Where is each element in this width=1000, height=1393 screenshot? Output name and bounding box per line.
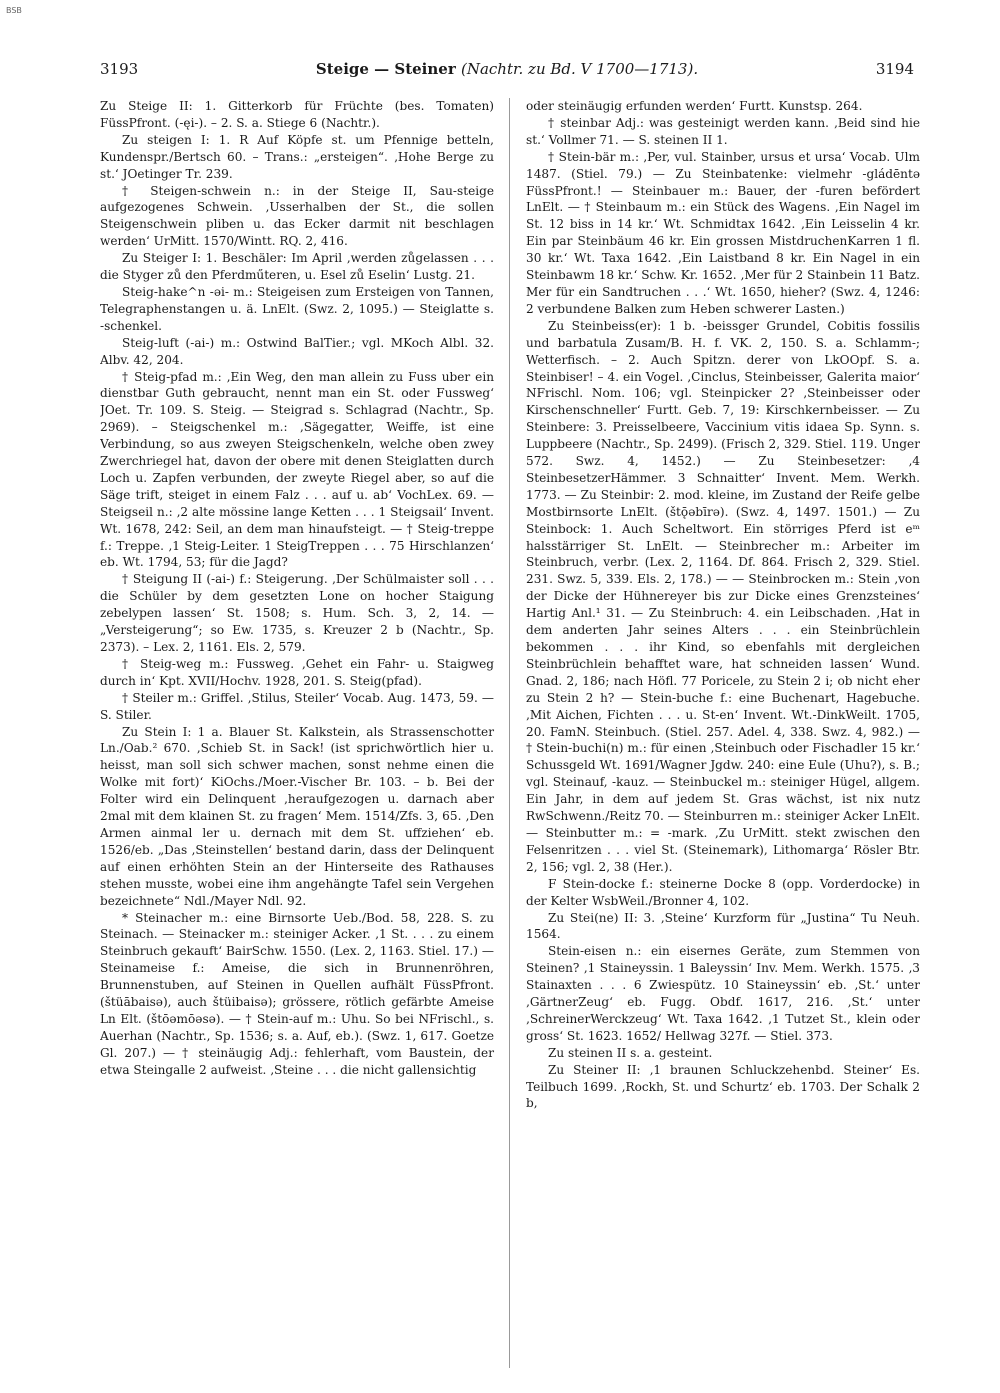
dictionary-entry: Steig-hake^n -əi- m.: Steigeisen zum Ersteigen von Tannen, Telegraphenstangen u. ä. LnElt. (Swz. 2, 1095.) — Steiglatte s. -schenkel. xyxy=(100,284,494,333)
running-title xyxy=(100,60,914,78)
dictionary-entry: * Steinacher m.: eine Birnsorte Ueb./Bod. 58, 228. S. zu Steinach. — Steinacker m.: steiniger Acker. ‚1 St. . . . zu einem Steinbruch gekauft‘ BairSchw. 1550. (Lex. 2, 1163. Stiel. 17.) — Steinameise f.: Ameise, die sich in Brunnenröhren, Brunnenstuben, auf Steinen in Quellen aufhält FüssPfront. (štüābaisə), auch štüibaisə); grössere, rötlich gefärbte Ameise Ln Elt. (štōəmōəsə). — † Stein-auf m.: Uhu. So bei NFrischl., s. Auerhan (Nachtr., Sp. 1536; s. a. Auf, eb.). (Swz. 1, 617. Goetze Gl. 207.) — † steinäugig Adj.: fehlerhaft, vom Baustein, der etwa Steingalle 2 aufweist. ‚Steine . . . die nicht gallensichtig xyxy=(100,910,494,1077)
dictionary-columns xyxy=(100,98,920,1368)
column-divider xyxy=(509,98,510,1368)
page-number-right: 3194 xyxy=(875,60,914,78)
dictionary-entry: † Steigen-schwein n.: in der Steige II, Sau-steige aufgezogenes Schwein. ‚Usserhalben der St., die sollen Steigenschwein pliben u. das Ecker darmit nit beschlagen werden‘ UrMitt. 1570/Wintt. RQ. 2, 416. xyxy=(100,183,494,249)
title-paren: (Nachtr. zu Bd. V 1700—1713). xyxy=(460,60,699,78)
dictionary-entry: Zu Steinbeiss(er): 1 b. -beissger Grundel, Cobitis fossilis und barbatula Zusam/B. H. f. VK. 2, 150. S. a. Schlamm-; Wetterfisch. – 2. Auch Spitzn. derer von LkOOpf. S. a. Steinbiser! – 4. ein Vogel. ‚Cinclus, Steinbeisser, Galerita maior‘ NFrischl. Nom. 106; vgl. Steinpicker 2? ‚Steinbeisser oder Kirschenschneller‘ Furtt. Geb. 7, 19: Kirschkernbeisser. — Zu Steinbere: 3. Preisselbeere, Vaccinium vitis idaea Sp. Synn. s. Luppbeere (Nachtr., Sp. 2499). (Frisch 2, 329. Stiel. 119. Unger 572. Swz. 4, 1452.) — Zu Steinbesetzer: ‚4 SteinbesetzerHämmer. 3 Schnaitter‘ Invent. Mem. Werkh. 1773. — Zu Steinbir: 2. mod. kleine, im Zustand der Reife gelbe Mostbirnsorte LnElt. (štǭəbīrə). (Swz. 4, 1497. 1501.) — Zu Steinbock: 1. Auch Scheltwort. Ein störriges Pferd ist eᵐ halsstärriger St. LnElt. — Steinbrecher m.: Arbeiter im Steinbruch, verbr. (Lex. 2, 1164. Df. 864. Frisch 2, 329. Stiel. 231. Swz. 5, 339. Els. 2, 178.) — — Steinbrocken m.: Stein ‚von der Dicke der Hühnereyer bis zur Dicke eines Grenzsteines‘ Hartig Anl.¹ 31. — Zu Steinbruch: 4. ein Leibschaden. ‚Hat in dem anderten Jahr seines Alters . . . ein Steinbrüchlein bekommen . . . ihr Kind, so ebenfahls mit dergleichen Steinbrüchlein behafftet ware, hat schneiden lassen‘ Wund. Gnad. 2, 186; nach Höfl. 77 Poricele, zu Stein 2 i; ob nicht eher zu Stein 2 h? — Stein-buche f.: eine Buchenart, Hagebuche. ‚Mit Aichen, Fichten . . . u. St-en‘ Invent. Wt.-DinkWeilt. 1705, 20. FamN. Steinbuch. (Stiel. 257. Adel. 4, 338. Swz. 4, 982.) — † Stein-buchi(n) m.: für einen ‚Steinbuch oder Fischadler 15 kr.‘ Schussgeld Wt. 1691/Wagner Jgdw. 240: eine Eule (Uhu?), s. B.; vgl. Steinauf, -kauz. — Steinbuckel m.: steiniger Hügel, allgem. Ein Jahr, in dem auf jedem St. Gras wächst, ist nix nutz RwSchwenn./Reitz 70. — Steinburren m.: steiniger Acker LnElt. — Steinbutter m.: = -mark. ‚Zu UrMitt. stekt zwischen den Felsenritzen . . . viel St. (Steinemark), Lithomarga‘ Rösler Btr. 2, 156; vgl. 2, 38 (Her.). xyxy=(526,318,920,874)
dictionary-entry: Zu Steiger I: 1. Beschäler: Im April ‚werden zůgelassen . . . die Styger zů den Pferdműteren, u. Esel zů Eselin‘ Lustg. 21. xyxy=(100,251,494,283)
dictionary-entry: Zu steinen II s. a. gesteint. xyxy=(548,1045,713,1060)
dictionary-entry: † Stein-bär m.: ‚Per, vul. Stainber, ursus et ursa‘ Vocab. Ulm 1487. (Stiel. 79.) — Zu Steinbatenke: vielmehr -gládēntə FüssPfront.! — Steinbauer m.: Bauer, der -furen befördert LnElt. — † Steinbaum m.: ein Stück des Wagens. ‚Ein Nagel im St. 12 biss in 14 kr.‘ Wt. Schmidtax 1642. ‚Ein Leisselin 4 kr. Ein par Steinbäum 46 kr. Ein grossen MistdruchenKarren 1 fl. 30 kr.‘ Wt. Taxa 1642. ‚Ein Laistband 8 kr. Ein Nagel in ein Steinbawm 18 kr.‘ Schw. Kr. 1652. ‚Mer für 2 Stainbein 11 Batz. Mer für ein Sandtruchen . . .‘ Wt. 1650, hieher? (Swz. 4, 1246: 2 verbundene Balken zum Heben schwerer Lasten.) xyxy=(526,149,920,316)
dictionary-entry: Zu Steiner II: ‚1 braunen Schluckzehenbd. Steiner‘ Es. Teilbuch 1699. ‚Rockh, St. und Schurtz‘ eb. 1703. Der Schalk 2 b, xyxy=(526,1062,920,1111)
dictionary-entry: Steig-luft (-ai-) m.: Ostwind BalTier.; vgl. MKoch Albl. 32. Albv. 42, 204. xyxy=(100,335,494,367)
dictionary-entry: Stein-eisen n.: ein eisernes Geräte, zum Stemmen von Steinen? ‚1 Staineyssin. 1 Baleyssin‘ Inv. Mem. Werkh. 1575. ‚3 Stainaxten . . . 6 Zwiespütz. 10 Staineyssin‘ eb. ‚St.‘ unter ‚GärtnerZeug‘ eb. Fugg. Obdf. 1617, 216. ‚St.‘ unter ‚SchreinerWerckzeug‘ Wt. Taxa 1642. ‚1 Tutzet St., klein oder gross‘ St. 1623. 1652/ Hellwag 327f. — Stiel. 373. xyxy=(526,944,920,1043)
left-column xyxy=(100,98,500,1368)
page-number-left: 3193 xyxy=(100,60,139,78)
right-column xyxy=(520,98,920,1368)
dictionary-entry: Zu Stei(ne) II: 3. ‚Steine‘ Kurzform für „Justina“ Tu Neuh. 1564. xyxy=(526,910,920,942)
dictionary-entry: Zu Steige II: 1. Gitterkorb für Früchte (bes. Tomaten) FüssPfront. (-ęi-). – 2. S. a. Stiege 6 (Nachtr.). xyxy=(100,99,494,130)
library-stamp: BSB xyxy=(6,6,22,15)
dictionary-entry: oder steinäugig erfunden werden‘ Furtt. Kunstsp. 264. xyxy=(526,99,863,113)
running-header xyxy=(100,60,914,82)
dictionary-entry: † Steig-pfad m.: ‚Ein Weg, den man allein zu Fuss uber ein dienstbar Guth gebraucht, nennt man ein St. oder Fussweg‘ JOet. Tr. 109. S. Steig. — Steigrad s. Schlagrad (Nachtr., Sp. 2969). – Steigschenkel m.: ‚Sägegatter, Weiffe, ist eine Verbindung, so aus zweyen Steigschenkeln, welche oben zwey Zwerchriegel hat, davon der obere mit denen Steiglatten durch Loch u. Zapfen verbunden, der zweyte Riegel aber, so auf die Säge trift, steiget in einem Falz . . . auf u. ab‘ VochLex. 69. — Steigseil n.: ‚2 alte mössine lange Ketten . . . 1 Steigsail‘ Invent. Wt. 1678, 242: Seil, an dem man hinaufsteigt. — † Steig-treppe f.: Treppe. ‚1 Steig-Leiter. 1 SteigTreppen . . . 75 Hirschlanzen‘ eb. Wt. 1794, 53; für die Jagd? xyxy=(100,369,494,570)
dictionary-entry: F Stein-docke f.: steinerne Docke 8 (opp. Vorderdocke) in der Kelter WsbWeil./Bronner 4, 102. xyxy=(526,876,920,908)
dictionary-entry: Zu Stein I: 1 a. Blauer St. Kalkstein, als Strassenschotter Ln./Oab.² 670. ‚Schieb St. in Sack! (ist sprichwörtlich hier u. heisst, man soll sich schwer machen, sonst nehme einen die Wolke mit fort)‘ KiOchs./Moer.-Vischer Br. 103. – b. Bei der Folter wird ein Delinquent ‚heraufgezogen u. darnach aber 2mal mit dem klainen St. zu fragen‘ Mem. 1514/Zfs. 3, 65. ‚Den Armen ainmal ler u. dernach mit dem St. uffziehen‘ eb. 1526/eb. „Das ‚Steinstellen‘ bestand darin, dass der Delinquent auf einen erhöhten Stein an der Hinterseite des Rathauses stehen musste, wobei eine ihm angehängte Tafel sein Vergehen bezeichnete“ Ndl./Mayer Ndl. 92. xyxy=(100,724,494,908)
dictionary-entry: Zu steigen I: 1. R Auf Köpfe st. um Pfennige betteln, Kundenspr./Bertsch 60. – Trans.: „ersteigen“. ‚Hohe Berge zu st.‘ JOetinger Tr. 239. xyxy=(100,132,494,181)
dictionary-entry: † steinbar Adj.: was gesteinigt werden kann. ‚Beid sind hie st.‘ Vollmer 71. — S. steinen II 1. xyxy=(526,115,920,147)
title-main: Steige — Steiner xyxy=(315,60,456,78)
dictionary-entry: † Steigung II (-ai-) f.: Steigerung. ‚Der Schülmaister soll . . . die Schüler by dem gesetzten Lone on hocher Staigung zebelypen lassen‘ St. 1508; s. Hum. Sch. 3, 2, 14. — „Versteigerung“; so Ew. 1735, s. Kreuzer 2 b (Nachtr., Sp. 2373). – Lex. 2, 1161. Els. 2, 579. xyxy=(100,572,494,654)
dictionary-entry: † Steiler m.: Griffel. ‚Stilus, Steiler‘ Vocab. Aug. 1473, 59. — S. Stiler. xyxy=(100,690,494,722)
dictionary-entry: † Steig-weg m.: Fussweg. ‚Gehet ein Fahr- u. Staigweg durch in‘ Kpt. XVII/Hochv. 1928, 201. S. Steig(pfad). xyxy=(100,656,494,688)
